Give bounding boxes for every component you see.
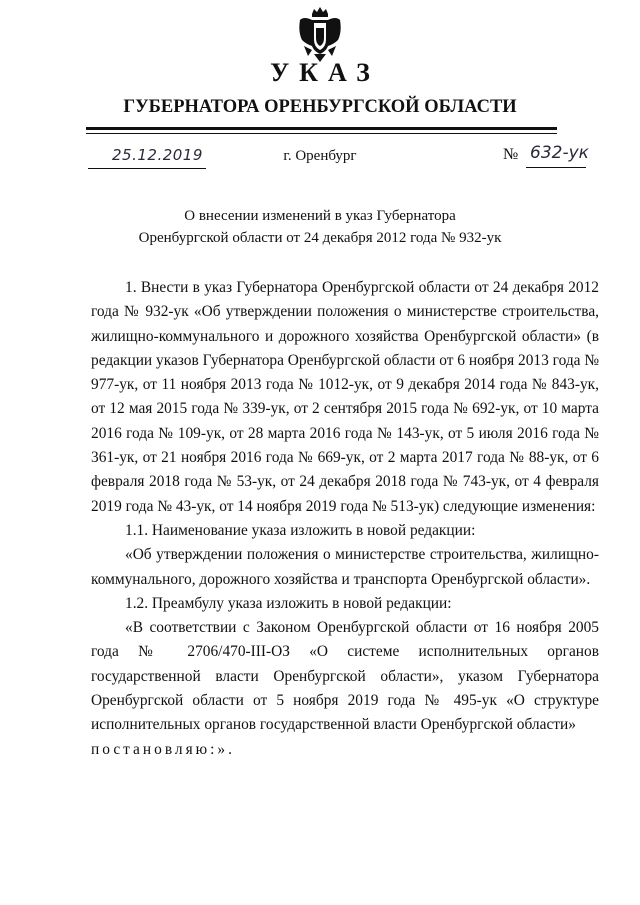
- paragraph-1: 1. Внести в указ Губернатора Оренбургской области от 24 декабря 2012 года № 932-ук «Об утверждении положения о министерстве строительства, жилищно-коммунального и дорожного хозяйства Оренбургской области» (в редакции указов Губернатора Оренбургской области от 6 ноября 2013 года № 977-ук, от 11 ноября 2013 года № 1012-ук, от 9 декабря 2014 года № 843-ук, от 12 мая 2015 года № 339-ук, от 2 сентября 2015 года № 692-ук, от 10 марта 2016 года № 109-ук, от 28 марта 2016 года № 143-ук, от 5 июля 2016 года № 361-ук, от 21 ноября 2016 года № 669-ук, от 2 марта 2017 года № 88-ук, от 6 февраля 2018 года № 53-ук, от 24 декабря 2018 года № 743-ук, от 4 февраля 2019 года № 43-ук, от 14 ноября 2019 года № 513-ук) следующие изменения:: [91, 279, 600, 515]
- paragraph-new-title: «Об утверждении положения о министерстве строительства, жилищно-коммунального, дорожного хозяйства и транспорта Оренбургской области».: [91, 546, 599, 588]
- decree-number-field: [503, 143, 589, 168]
- number-underline: [526, 167, 586, 168]
- paragraph-preamble: [91, 616, 599, 762]
- decree-title: УКАЗ: [270, 58, 380, 87]
- handwritten-date: 25.12.2019: [112, 146, 203, 164]
- document-caption: [0, 206, 640, 249]
- header-divider-thick: [86, 127, 557, 130]
- paragraph-1-1: 1.1. Наименование указа изложить в новой редакции:: [125, 521, 476, 539]
- issuer-title: ГУБЕРНАТОРА ОРЕНБУРГСКОЙ ОБЛАСТИ: [123, 97, 517, 117]
- preamble-text: «В соответствии с Законом Оренбургской области от 16 ноября 2005 года № 2706/470-III-ОЗ «О системе исполнительных органов государственной власти Оренбургской области», указом Губернатора Оренбургской области от 5 ноября 2019 года № 495-ук «О структуре исполнительных органов государственной власти Оренбургской области»: [91, 619, 599, 734]
- coat-of-arms-icon: [298, 6, 342, 64]
- document-body: [91, 276, 599, 762]
- caption-line-1: О внесении изменений в указ Губернатора: [184, 208, 456, 224]
- city-label: г. Оренбург: [283, 148, 357, 164]
- preamble-closing: постановляю:».: [91, 740, 235, 758]
- handwritten-number: 632-ук: [530, 143, 589, 163]
- caption-line-2: Оренбургской области от 24 декабря 2012 года № 932-ук: [138, 229, 502, 246]
- number-sign: №: [503, 146, 519, 163]
- paragraph-1-2: 1.2. Преамбулу указа изложить в новой редакции:: [125, 594, 452, 612]
- header-divider-thin: [86, 133, 557, 134]
